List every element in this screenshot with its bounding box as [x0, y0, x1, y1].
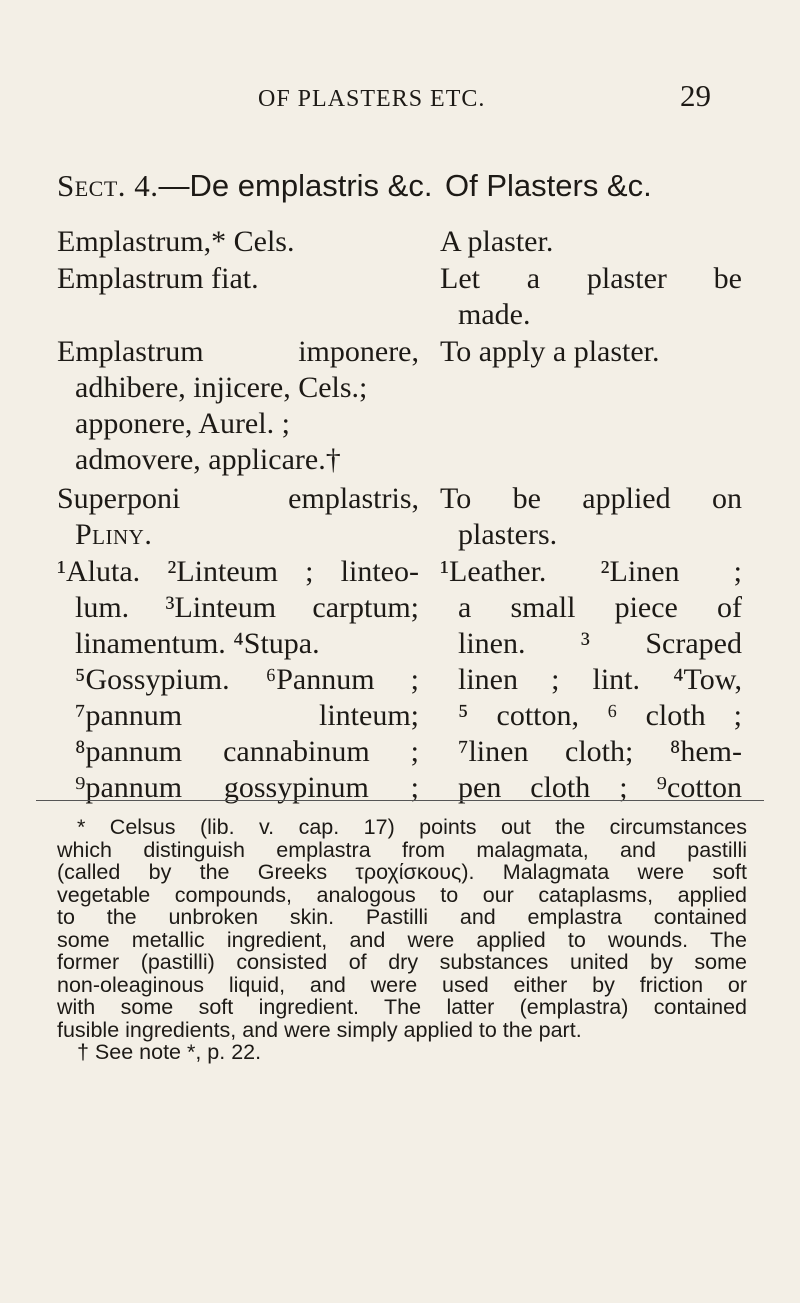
latin-entry	[57, 261, 419, 297]
latin-line: Superponi emplastris,	[57, 482, 419, 515]
latin-line: Emplastrum fiat.	[57, 262, 259, 295]
english-entry	[440, 261, 742, 333]
footnote-line: to the unbroken skin. Pastilli and emplastra contained	[57, 905, 747, 929]
section-label: Sect. 4.	[57, 168, 159, 203]
footnote-dagger: † See note *, p. 22.	[77, 1040, 262, 1064]
latin-entry	[57, 334, 419, 478]
latin-line: ⁹pannum gossypinum ;	[75, 771, 419, 804]
english-line: a small piece of	[458, 591, 742, 624]
page-number: 29	[680, 78, 711, 113]
section-heading-latin	[57, 168, 432, 204]
english-line: ⁷linen cloth; ⁸hem-	[458, 735, 742, 768]
footnote-rule	[36, 800, 764, 801]
english-entry	[440, 481, 742, 553]
latin-line: ⁷pannum linteum;	[75, 699, 419, 732]
english-entry	[440, 554, 742, 806]
english-line: ¹Leather. ²Linen ;	[440, 555, 742, 588]
footnote-line: former (pastilli) consisted of dry substances united by some	[57, 950, 747, 974]
latin-line: Emplastrum,* Cels.	[57, 225, 295, 258]
english-entry	[440, 224, 742, 260]
section-latin-title: —De emplastris &c.	[158, 168, 433, 203]
english-line: linen ; lint. ⁴Tow,	[458, 663, 742, 696]
footnotes	[57, 816, 747, 1064]
latin-line: Emplastrum imponere,	[57, 335, 419, 368]
footnote-line: with some soft ingredient. The latter (emplastra) contained	[57, 995, 747, 1019]
latin-line: ¹Aluta. ²Linteum ; linteo-	[57, 555, 419, 588]
running-head: OF PLASTERS ETC.	[258, 86, 486, 112]
footnote-line: vegetable compounds, analogous to our cataplasms, applied	[57, 882, 747, 907]
section-heading-english: Of Plasters &c.	[445, 168, 652, 203]
latin-entry	[57, 481, 419, 553]
english-entry	[440, 334, 742, 370]
english-line: made.	[458, 298, 531, 331]
english-line: pen cloth ; ⁹cotton	[458, 771, 742, 804]
latin-entry	[57, 554, 419, 806]
latin-line: ⁸pannum cannabinum ;	[75, 735, 419, 768]
latin-line: lum. ³Linteum carptum;	[75, 591, 419, 624]
footnote-line: which distinguish emplastra from malagmata, and pastilli	[57, 837, 747, 862]
footnote-line: non-oleaginous liquid, and were used either by friction or	[57, 972, 747, 997]
english-line: ⁵ cotton, ⁶ cloth ;	[458, 699, 742, 732]
english-line: linen. ³ Scraped	[458, 627, 742, 660]
latin-line: apponere, Aurel. ;	[75, 407, 290, 440]
footnote-line: * Celsus (lib. v. cap. 17) points out the circumstances	[77, 815, 747, 839]
latin-line: adhibere, injicere, Cels.;	[75, 371, 368, 404]
english-line: plasters.	[458, 518, 558, 551]
latin-line: Pliny.	[75, 518, 153, 551]
footnote-line: (called by the Greeks τροχίσκους). Malagmata were soft	[57, 860, 747, 884]
english-line: Let a plaster be	[440, 262, 742, 295]
latin-entry	[57, 224, 419, 260]
latin-line: linamentum. ⁴Stupa.	[75, 627, 320, 660]
footnote-line: some metallic ingredient, and were applied to wounds. The	[57, 927, 747, 952]
latin-line: admovere, applicare.†	[75, 443, 341, 476]
english-line: To be applied on	[440, 482, 742, 515]
latin-line: ⁵Gossypium. ⁶Pannum ;	[75, 663, 419, 696]
footnote-line: fusible ingredients, and were simply applied to the part.	[57, 1017, 582, 1042]
english-line: To apply a plaster.	[440, 335, 660, 368]
english-line: A plaster.	[440, 225, 554, 258]
